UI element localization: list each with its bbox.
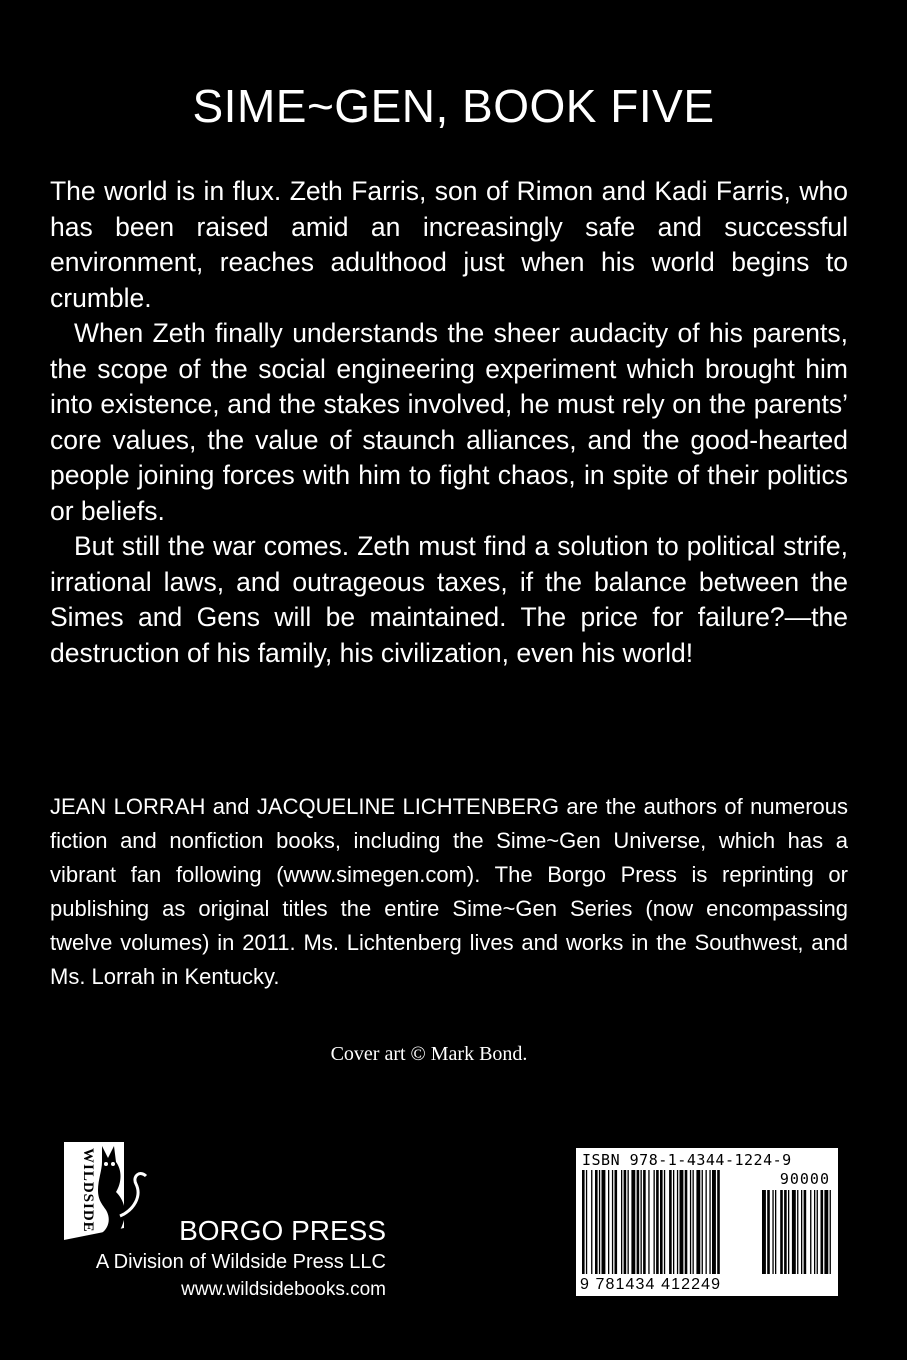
barcode-bar (696, 1170, 700, 1274)
barcode-bar (621, 1170, 622, 1274)
barcode-bar (677, 1170, 678, 1274)
blurb-paragraph: But still the war comes. Zeth must find a solution to political strife, irrational laws, and outrageous taxes, if the balance between the Simes and Gens will be maintained. The price for failure?—the destruction of his family, his civilization, even his world! (50, 531, 848, 668)
barcode-bar (814, 1190, 815, 1274)
barcode-bar (709, 1170, 710, 1274)
barcode-bar (762, 1190, 766, 1274)
barcode-bar (664, 1170, 665, 1274)
cover-art-credit: Cover art © Mark Bond. (330, 1043, 528, 1065)
barcode-bar (628, 1170, 629, 1274)
barcode-bar (693, 1170, 694, 1274)
publisher-block (74, 1214, 386, 1304)
barcode-bar (680, 1170, 684, 1274)
barcode-bar (669, 1170, 672, 1274)
barcode-bar (615, 1170, 618, 1274)
authors-bio: JEAN LORRAH and JACQUELINE LICHTENBERG are the authors of numerous fiction and nonfiction books, including the Sime~Gen Universe, which has a vibrant fan following (www.simegen.com). The Borgo Press is reprinting or publishing as original titles the entire Sime~Gen Series (now encompassing twelve volumes) in 2011. Ms. Lichtenberg lives and works in the Southwest, and Ms. Lorrah in Kentucky. (50, 794, 848, 989)
publisher-division: A Division of Wildside Press LLC (95, 1251, 386, 1273)
barcode-bar (690, 1170, 691, 1274)
blurb-paragraph: When Zeth finally understands the sheer audacity of his parents, the scope of the social engineering experiment which brought him into existence, and the stakes involved, he must rely on the parents’ core values, the value of staunch alliances, and the good-hearted people joining forces with him to fight chaos, in spite of their politics or beliefs. (50, 318, 848, 526)
publisher-website: www.wildsidebooks.com (181, 1279, 386, 1300)
barcode-bar (586, 1170, 587, 1274)
barcode-bar (717, 1170, 720, 1274)
barcode-bar (817, 1190, 818, 1274)
barcode-bar (656, 1170, 659, 1274)
barcode-bar (712, 1170, 716, 1274)
barcode-bar (654, 1170, 655, 1274)
isbn-barcode (576, 1148, 838, 1296)
barcode-bar (830, 1190, 831, 1274)
barcode-bar (801, 1190, 802, 1274)
barcode-bar (602, 1170, 606, 1274)
barcode-bar (673, 1170, 674, 1274)
barcode-bar (608, 1170, 609, 1274)
barcode-bar (804, 1190, 807, 1274)
barcode-bar (582, 1170, 585, 1274)
barcode-bar (706, 1170, 707, 1274)
publisher-name: BORGO PRESS (179, 1215, 386, 1246)
barcode-bar (624, 1170, 627, 1274)
barcode-bar (660, 1170, 663, 1274)
barcode-bar (631, 1170, 635, 1274)
barcode-bar (702, 1170, 703, 1274)
barcode-bar (788, 1190, 789, 1274)
barcode-bar (612, 1170, 613, 1274)
blurb-paragraph: The world is in flux. Zeth Farris, son of Rimon and Kadi Farris, who has been raised amid an increasingly safe and successful environment, reaches adulthood just when his world begins to crumble. (50, 176, 848, 313)
barcode-bar (591, 1170, 592, 1274)
book-series-title: SIME~GEN, BOOK FIVE (192, 80, 715, 132)
logo-text: WILDSIDE (80, 1148, 96, 1233)
barcode-bar (637, 1170, 640, 1274)
barcode-bar (784, 1190, 787, 1274)
barcode-bar (780, 1190, 783, 1274)
barcode-bar (648, 1170, 649, 1274)
price-code: 90000 (779, 1170, 830, 1188)
barcode-bar (772, 1190, 773, 1274)
barcode-bar (595, 1170, 598, 1274)
book-blurb (50, 174, 848, 671)
isbn-label: ISBN 978-1-4344-1224-9 (582, 1151, 792, 1169)
barcode-bar (641, 1170, 642, 1274)
barcode-bar (810, 1190, 811, 1274)
barcode-bar (797, 1190, 798, 1274)
barcode-bar (767, 1190, 770, 1274)
barcode-bar (824, 1190, 828, 1274)
barcode-bar (821, 1190, 824, 1274)
barcode-bar (792, 1190, 796, 1274)
ean-digits: 9 781434 412249 (580, 1276, 722, 1293)
barcode-bar (643, 1170, 646, 1274)
barcode-bar (775, 1190, 776, 1274)
barcode-bar (599, 1170, 600, 1274)
barcode-bar (685, 1170, 688, 1274)
